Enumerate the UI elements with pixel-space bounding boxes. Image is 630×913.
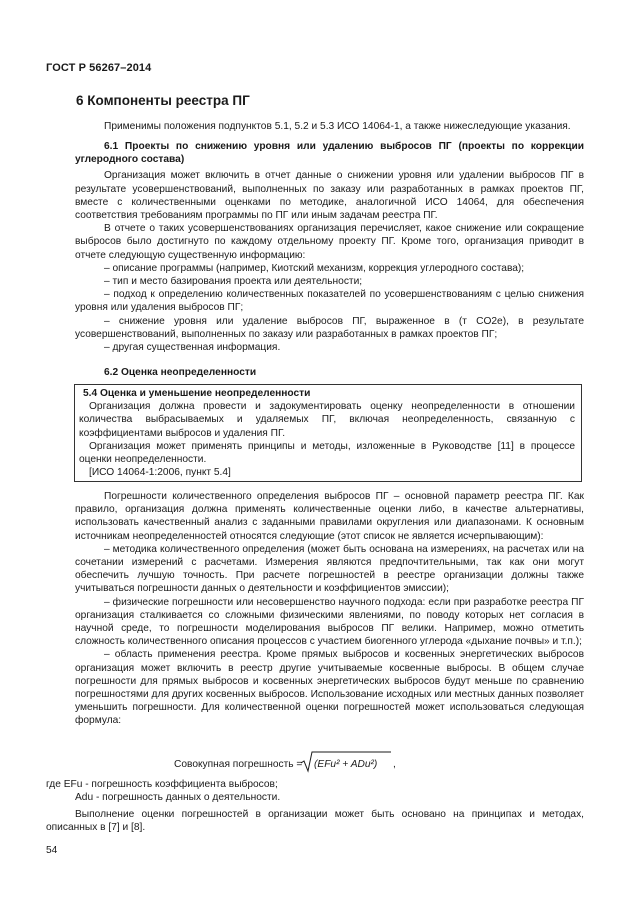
list-item: – другая существенная информация. [104,342,281,354]
list-item: – подход к определению количественных показателей по усовершенствованиям с целью снижения уровня или удаления выбросов ПГ; [75,289,584,314]
quote-title: 5.4 Оценка и уменьшение неопределенности [83,388,311,399]
subsection-6-1-p2: В отчете о таких усовершенствованиях организация перечисляет, какое снижение или сокращение выбросов было достигнуто по каждому отдельному проекту ПГ. Кроме того, организация приводит в отчете следующую существенную информацию: [75,223,584,261]
list-item: – описание программы (например, Киотский механизм, коррекция углеродного состава); [104,262,525,274]
list-item: – физические погрешности или несовершенство научного подхода: если при разработке реестра ПГ организация сталкивается со сложными физическими явлениями, по поводу которых нет согласия в научной среде, то погрешности моделирования выбросов ПГ велики. Например, можно отметить сложность количественного описания процессов с участием биогенного углерода «дыхание почвы» и т.п.); [75,596,584,648]
formula-comma: , [393,759,396,770]
formula-definitions [46,778,584,804]
quote-box [74,384,582,482]
formula-label: Совокупная погрешность = [174,759,303,770]
uncertainty-p1: Погрешности количественного определения выбросов ПГ – основной параметр реестра ПГ. Как правило, организация должна применять количественные оценки либо, в качестве альтернативы, использовать качественный анализ с заданными правилами округления или диапазонами. К основным источникам неопределенностей относятся следующие (этот список не является исчерпывающим): [75,491,584,542]
final-paragraph: Выполнение оценки погрешностей в организации может быть основано на принципах и методах, описанных в [7] и [8]. [46,809,584,834]
quote-p2: Организация может применять принципы и методы, изложенные в Руководстве [11] в процессе оценки неопределенности. [79,440,575,466]
subsection-6-1-p1: Организация может включить в отчет данные о снижении уровня или удалении выбросов ПГ в результате усовершенствований, выполненных по заказу или разработанных в рамках проектов ПГ, вместе с количественными оценками по методике, аналогичной ИСО 14064, для обеспечения соответствия требованиям программы по ПГ или иным задачам реестра ПГ. [75,170,584,222]
list-item: – область применения реестра. Кроме прямых выбросов и косвенных энергетических выбросов организация может включить в реестр другие учитываемые косвенные выбросы. В общем случае погрешности для прямых выбросов и косвенных энергетических выбросов будут меньше по сравнению погрешностями для других косвенных выбросов. Использование исходных или местных данных позволяет уменьшить погрешности. Для количественной оценки погрешностей может использоваться следующая формула: [75,649,584,727]
subsection-6-2-title: 6.2 Оценка неопределенности [104,367,257,378]
quote-p1: Организация должна провести и задокументировать оценку неопределенности в отношении количества выбрасываемых и удаляемых ПГ, включая неопределенность, связанную с коэффициентами выбросов и удаления ПГ. [79,401,575,439]
page-number: 54 [46,845,58,856]
list-item: – снижение уровня или удаление выбросов ПГ, выраженное в (т CO2e), в результате усовершенствований, выполненных по заказу или разработанных в рамках проектов ПГ; [75,315,584,340]
definition-efu: где EFu - погрешность коэффициента выбросов; [46,779,278,790]
formula-expression: (EFu² + ADu²) [314,759,378,770]
quote-reference: [ИСО 14064-1:2006, пункт 5.4] [89,467,231,479]
list-item: – тип и место базирования проекта или деятельности; [104,276,363,288]
intro-paragraph: Применимы положения подпунктов 5.1, 5.2 и 5.3 ИСО 14064-1, а также нижеследующие указания. [104,121,571,132]
section-title: 6 Компоненты реестра ПГ [76,93,250,108]
quote-box-content [79,387,575,479]
subsection-6-2-body [75,490,584,728]
subsection-6-1-title: 6.1 Проекты по снижению уровня или удалению выбросов ПГ (проекты по коррекции углеродного состава) [75,141,584,166]
definition-adu: Adu - погрешность данных о деятельности. [75,792,281,804]
list-item: – методика количественного определения (может быть основана на измерениях, на расчетах или на сочетании измерений с расчетами. Измерения являются предпочтительными, так как они могут обеспечить лучшую точность. При расчете погрешностей в реестре организации должны также учитываться погрешности данных о деятельности и коэффициентов эмиссии); [75,543,584,595]
subsection-6-1 [75,140,584,354]
document-header: ГОСТ Р 56267–2014 [46,62,152,74]
